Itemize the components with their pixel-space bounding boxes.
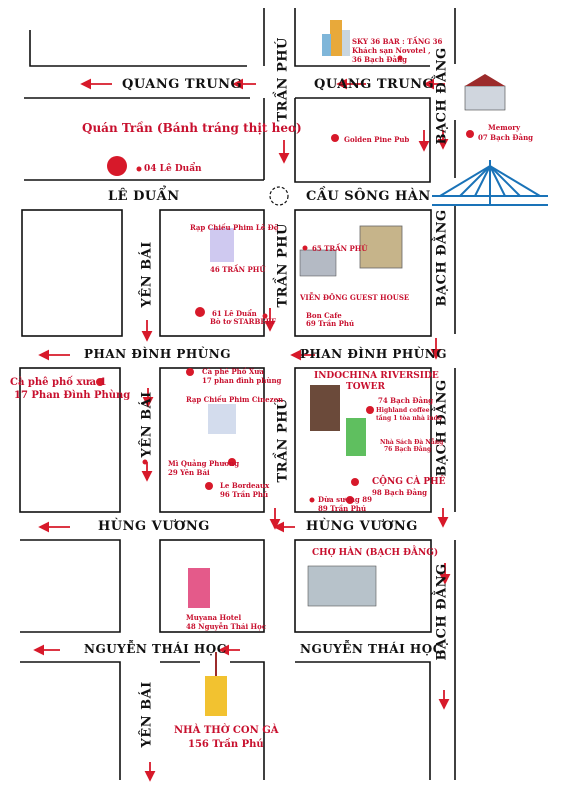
poi-mi-quang-address: 29 Yên Bái <box>168 468 210 477</box>
bridge-icon <box>432 160 548 205</box>
poi-bon-cafe-name: Bon Cafe <box>306 311 342 320</box>
poi-sach-name: Nhà Sách Đà Nẵng <box>380 439 444 446</box>
street-le-duan: LÊ DUẨN <box>108 189 180 204</box>
poi-con-ga-name: NHÀ THỜ CON GÀ <box>174 725 279 736</box>
poi-sky36-line2: Khách sạn Novotel , <box>352 46 431 55</box>
poi-sach-address: 76 Bạch Đằng <box>384 446 432 453</box>
poi-indochina-line2: TOWER <box>346 382 385 392</box>
poi-pho-xua-address: 17 phan đình phùng <box>202 376 282 385</box>
street-hung-vuong-west: HÙNG VƯƠNG <box>98 519 210 534</box>
poi-indochina-address: 74 Bạch Đằng <box>378 396 434 405</box>
poi-65-tran-phu: 65 TRẦN PHÚ <box>312 244 368 253</box>
street-nguyen-thai-hoc-east: NGUYỄN THÁI HỌC <box>300 642 443 656</box>
poi-ca-phe-xua-address: 17 Phan Đình Phùng <box>14 390 131 401</box>
poi-con-ga-address: 156 Trần Phú <box>188 739 264 750</box>
poi-quan-tran: Quán Trần (Bánh tráng thịt heo) <box>82 121 302 135</box>
poi-dua-name: Dừa sương 89 <box>318 495 372 504</box>
poi-cong-name: CỘNG CÀ PHÊ <box>372 477 446 487</box>
poi-sky36-line1: SKY 36 BAR : TẦNG 36 <box>352 37 443 46</box>
street-hung-vuong-east: HÙNG VƯƠNG <box>306 519 418 534</box>
poi-cinema-le-do: Rạp Chiếu Phim Lê Độ <box>190 223 279 232</box>
poi-cinezen: Rạp Chiếu Phim Cinezen <box>186 395 284 404</box>
street-quang-trung-west: QUANG TRUNG <box>122 77 243 92</box>
poi-mi-quang-name: Mì Quảng Phương <box>168 459 240 468</box>
poi-highland-address: tầng 1 tòa nhà indo <box>376 415 442 422</box>
street-tran-phu-2: TRẦN PHÚ <box>275 223 291 308</box>
poi-starbeef-address: 61 Lê Duẩn <box>212 309 257 318</box>
poi-indochina-line1: INDOCHINA RIVERSIDE <box>314 371 439 381</box>
poi-vien-dong: VIỄN ĐÔNG GUEST HOUSE <box>300 293 410 302</box>
poi-bon-cafe-address: 69 Trần Phú <box>306 319 355 328</box>
poi-memory-address: 07 Bạch Đằng <box>478 133 534 142</box>
street-phan-dinh-phung-west: PHAN ĐÌNH PHÙNG <box>84 347 231 361</box>
street-bach-dang-2: BẠCH ĐẰNG <box>434 209 450 307</box>
street-bach-dang-1: BẠCH ĐẰNG <box>434 47 450 145</box>
poi-starbeef-name: Bò tơ STARBEEF <box>210 317 277 326</box>
poi-le-duan-04: 04 Lê Duẩn <box>144 164 202 174</box>
street-bach-dang-3: BẠCH ĐẰNG <box>434 379 450 477</box>
poi-le-bordeaux-address: 96 Trần Phú <box>220 490 269 499</box>
roundabout-icon <box>270 187 288 205</box>
street-nguyen-thai-hoc-west: NGUYỄN THÁI HỌC <box>84 642 227 656</box>
poi-le-bordeaux-name: Le Bordeaux <box>220 481 270 490</box>
poi-cho-han: CHỢ HÀN (BẠCH ĐẰNG) <box>312 548 439 558</box>
poi-pho-xua-name: Cà phê Phố Xưa <box>202 367 264 376</box>
poi-highland-name: Highland coffee <box>376 407 430 414</box>
street-quang-trung-east: QUANG TRUNG <box>314 77 435 92</box>
poi-golden-pine: Golden Pine Pub <box>344 135 410 144</box>
street-tran-phu-3: TRẦN PHÚ <box>275 398 291 483</box>
poi-cinema-le-do-address: 46 TRẦN PHÚ <box>210 265 266 274</box>
street-phan-dinh-phung-east: PHAN ĐÌNH PHÙNG <box>300 347 447 361</box>
street-bach-dang-4: BẠCH ĐẰNG <box>434 563 450 661</box>
street-yen-bai-2: YÊN BÁI <box>139 391 155 458</box>
poi-sky36-line3: 36 Bạch Đằng <box>352 55 408 64</box>
poi-memory-name: Memory <box>488 123 521 132</box>
street-cau-song-han: CẦU SÔNG HÀN <box>306 189 431 204</box>
poi-dua-address: 89 Trần Phú <box>318 504 367 513</box>
poi-muong-address: 48 Nguyễn Thái Học <box>186 622 267 631</box>
street-yen-bai-1: YÊN BÁI <box>139 241 155 308</box>
poi-ca-phe-xua-name: Cà phê phố xưa 1 <box>10 377 107 388</box>
street-yen-bai-3: YÊN BÁI <box>139 681 155 748</box>
street-tran-phu-1: TRẦN PHÚ <box>275 37 291 122</box>
poi-muong-name: Muyana Hotel <box>186 613 242 622</box>
poi-cong-address: 98 Bạch Đằng <box>372 488 428 497</box>
